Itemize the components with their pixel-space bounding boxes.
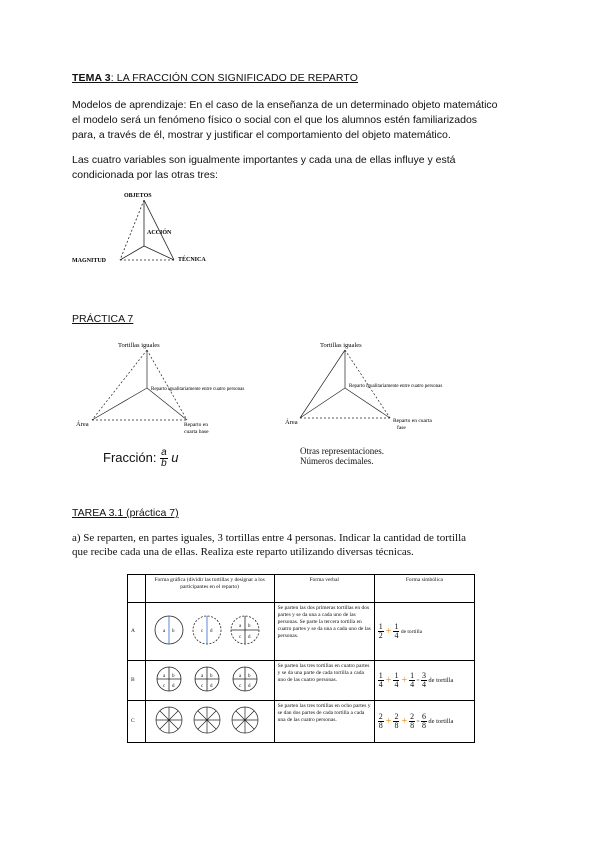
practica-right-center: Reparto igualitariamente entre cuatro personas [349,384,443,389]
paragraph-models: Modelos de aprendizaje: En el caso de la enseñanza de un determinado objeto matemático el modelo será un fenómeno físico o social con el que los alumnos estén familiarizados para, a través de él, mostrar y justificar el comportamiento del objeto matemático. [72,99,498,142]
svg-text:d: d [247,684,251,689]
section-tarea-3-1: TAREA 3.1 (práctica 7) [72,507,179,519]
table-row: C Se parten las tres tortillas en ocho partes y se dan dos partes de cada tortilla a cada una de las cuatro personas. $\frac{2}{8}$ + $\frac{2}{8}$ + $\frac{2}{8}$ = $\frac{6}{8}$ de tortilla [128,701,475,743]
header-simbolica: Forma simbólica [374,575,474,603]
circles-row-a [149,612,267,648]
svg-text:c: c [238,684,241,689]
label-objetos: OBJETOS [124,193,152,199]
svg-text:d: d [209,684,213,689]
variables-diagram [72,188,222,268]
circles-row-b [149,664,267,694]
tarea-table [127,574,475,743]
header-grafica: Forma gráfica (dividir las tortillas y designar a los participantes en el reparto) [145,575,274,603]
svg-text:c: c [200,684,203,689]
svg-text:d: d [209,629,213,634]
practica-left-area: Área [76,421,89,428]
practica-right-area: Área [285,419,298,426]
header-verbal: Forma verbal [274,575,374,603]
svg-text:a: a [162,629,165,634]
practica-left-center: Reparto igualitariamente entre cuatro personas [151,387,245,392]
tarea-statement: a) Se reparten, en partes iguales, 3 tortillas entre 4 personas. Indicar la cantidad de tortilla que recibe cada una de ellas. Realiza este reparto utilizando diversas técnicas. [72,532,467,558]
table-row: A a b c d a b c d Se parten las dos primeras tortillas en dos partes y se da una a cada uno de las personas. Se parte la tercera tortilla en cuatro partes y se da una a cada uno de las personas. $\frac{1}{2}$ + $\frac{1}{4}$ de tortilla [128,603,475,661]
fraction-formula: Fracción: $\frac{a}{b}$ u [103,447,179,469]
practica-right-right: Reparto en cuarta [393,418,432,424]
practica-notes: Otras representaciones. Números decimales. [300,446,384,466]
label-magnitud: MAGNITUD [72,258,106,264]
practica-left-top: Tortillas iguales [118,342,160,349]
practica-diagram-right [285,338,485,438]
svg-text:a: a [238,624,241,629]
svg-text:a: a [162,674,165,679]
svg-text:d: d [171,684,175,689]
svg-text:b: b [171,674,175,679]
svg-text:d: d [247,635,251,640]
svg-text:b: b [247,624,251,629]
practica-left-right: Reparto en [184,422,208,428]
svg-text:b: b [209,674,213,679]
svg-text:a: a [238,674,241,679]
svg-text:b: b [171,629,175,634]
svg-text:a: a [200,674,203,679]
practica-right-right-2: fase [397,425,406,431]
svg-text:c: c [200,629,203,634]
svg-text:c: c [162,684,165,689]
circles-row-c [149,704,267,736]
paragraph-variables: Las cuatro variables son igualmente importantes y cada una de ellas influye y está condicionada por las otras tres: [72,154,456,182]
section-practica-7: PRÁCTICA 7 [72,313,134,325]
practica-diagram-left [72,338,272,438]
label-tecnica: TÉCNICA [178,257,206,263]
label-accion: ACCIÓN [147,230,172,236]
svg-text:c: c [238,635,241,640]
practica-right-top: Tortillas iguales [320,342,362,349]
table-row: B a b c d a b c d a b c d Se parten las tres tortillas en cuatro partes y se da una parte de cada tortilla a cada uno de las cuatro personas. $\frac{1}{4}$ + $\frac{1}{4}$ + $\frac{1}{4}$ = $\frac{3}{4}$ de tortilla [128,661,475,701]
svg-text:b: b [247,674,251,679]
page-title: TEMA 3: LA FRACCIÓN CON SIGNIFICADO DE REPARTO [72,72,359,84]
practica-left-right-2: cuarta base [184,429,209,435]
